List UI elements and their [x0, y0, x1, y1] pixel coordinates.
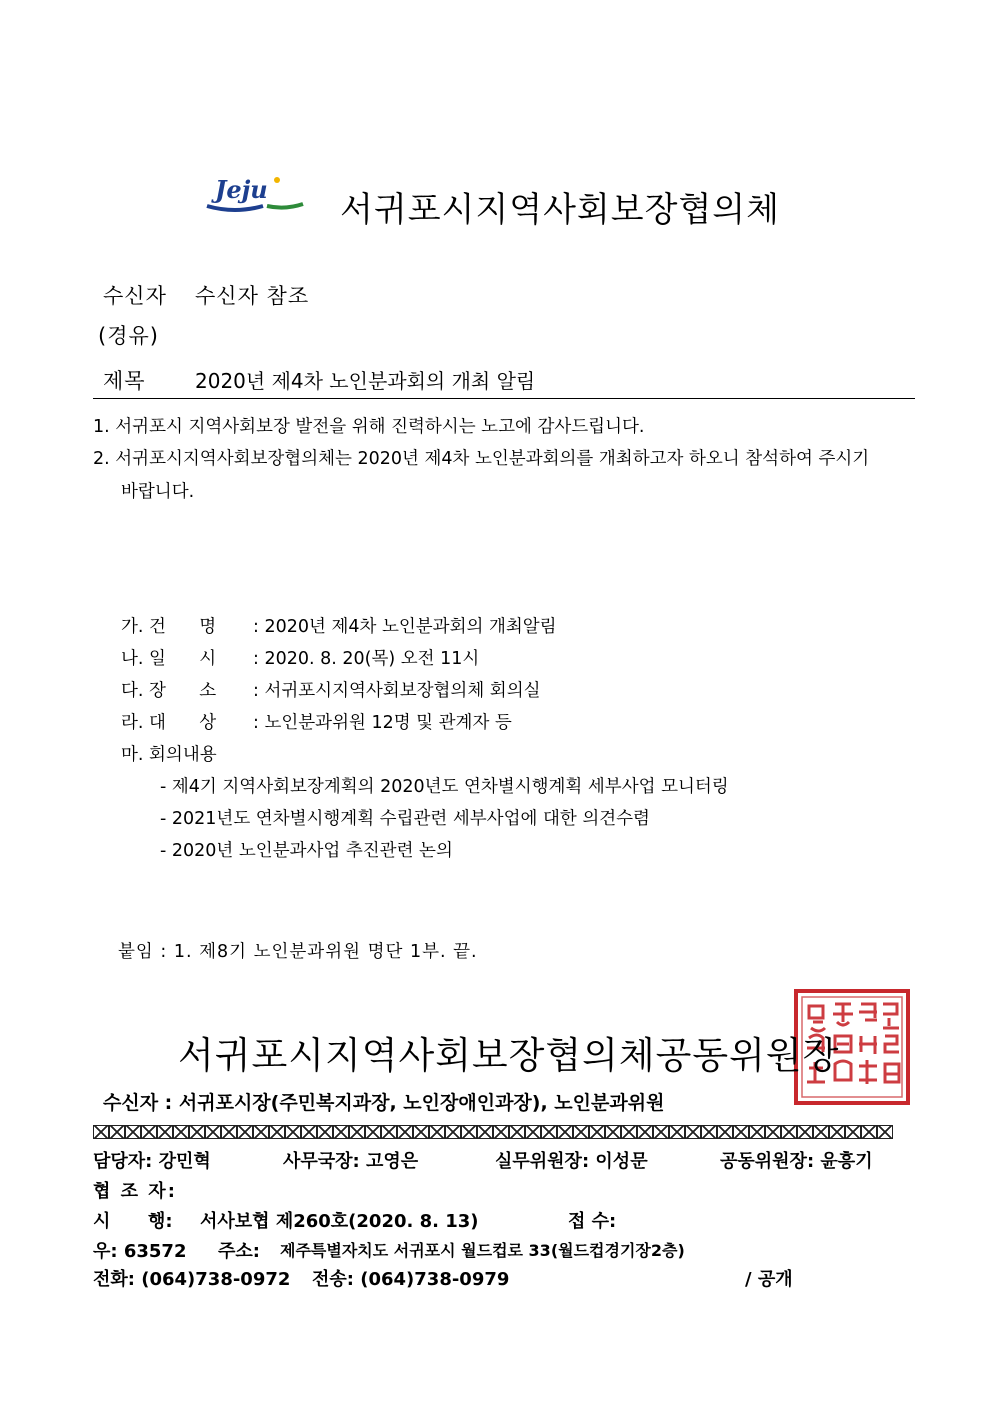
postal-code: 우: 63572: [93, 1241, 187, 1262]
subject-value: 2020년 제4차 노인분과회의 개최 알림: [195, 369, 536, 393]
staff-name: 강민혁: [158, 1151, 211, 1172]
logo-text: Jeju: [215, 175, 268, 204]
paragraph-1: 1. 서귀포시 지역사회보장 발전을 위해 진력하시는 노고에 감사드립니다.: [93, 417, 645, 437]
header-divider: [93, 398, 915, 399]
detail-label: 마. 회의내용: [121, 745, 217, 765]
detail-item-place: [121, 677, 541, 702]
staff-co-chair: [720, 1147, 873, 1173]
enforcement-value: 서사보협 제260호(2020. 8. 13): [200, 1211, 479, 1232]
enforcement-label: 시 행:: [93, 1211, 173, 1232]
detail-item-target: [121, 709, 512, 734]
staff-manager: [93, 1147, 211, 1173]
staff-role: 담당자:: [93, 1151, 153, 1172]
agenda-item: - 2020년 노인분과사업 추진관련 논의: [160, 841, 453, 861]
subject-label: 제목: [103, 369, 146, 393]
paragraph-2-line-2: 바랍니다.: [121, 482, 195, 502]
organization-name: 서귀포시지역사회보장협의체: [340, 190, 780, 230]
address-value: 제주특별자치도 서귀포시 월드컵로 33(월드컵경기장2층): [280, 1241, 685, 1260]
detail-label: 라. 대 상: [121, 713, 217, 733]
detail-item-title: [121, 613, 557, 638]
staff-name: 고영은: [366, 1151, 419, 1172]
staff-name: 이성문: [595, 1151, 648, 1172]
address-label: 주소:: [218, 1241, 260, 1262]
cooperator-label: 협 조 자:: [93, 1181, 177, 1202]
staff-role: 사무국장:: [283, 1151, 360, 1172]
detail-value: : 노인분과위원 12명 및 관계자 등: [253, 713, 512, 733]
decorative-separator: [93, 1125, 908, 1141]
via-label: (경유): [98, 324, 159, 348]
detail-value: : 서귀포시지역사회보장협의체 회의실: [253, 681, 541, 701]
issuer-name: 서귀포시지역사회보장협의체공동위원장: [178, 1034, 840, 1077]
detail-label: 다. 장 소: [121, 681, 217, 701]
staff-role: 실무위원장:: [495, 1151, 590, 1172]
recipients-line: 수신자 : 서귀포시장(주민복지과장, 노인장애인과장), 노인분과위원: [103, 1092, 665, 1114]
detail-value: : 2020. 8. 20(목) 오전 11시: [253, 649, 480, 669]
receipt-label: 접 수:: [568, 1211, 617, 1232]
detail-item-datetime: [121, 645, 479, 670]
agenda-item: - 제4기 지역사회보장계획의 2020년도 연차별시행계획 세부사업 모니터링: [160, 777, 729, 797]
staff-secretary: [283, 1147, 418, 1173]
jeju-logo: [205, 170, 305, 220]
recipient-value: 수신자 참조: [195, 284, 310, 308]
detail-item-agenda: [121, 741, 217, 766]
disclosure-status: / 공개: [745, 1269, 793, 1290]
detail-label: 가. 건 명: [121, 617, 217, 637]
paragraph-2-line-1: 2. 서귀포시지역사회보장협의체는 2020년 제4차 노인분과회의를 개최하고자 하오니 참석하여 주시기: [93, 449, 870, 469]
staff-role: 공동위원장:: [720, 1151, 815, 1172]
detail-value: : 2020년 제4차 노인분과회의 개최알림: [253, 617, 557, 637]
agenda-item: - 2021년도 연차별시행계획 수립관련 세부사업에 대한 의견수렴: [160, 809, 650, 829]
detail-label: 나. 일 시: [121, 649, 217, 669]
recipient-label: 수신자: [103, 284, 167, 308]
staff-name: 윤흥기: [820, 1151, 873, 1172]
attachment-note: 붙임 : 1. 제8기 노인분과위원 명단 1부. 끝.: [118, 942, 478, 962]
fax-number: 전송: (064)738-0979: [312, 1269, 510, 1290]
phone-number: 전화: (064)738-0972: [93, 1269, 291, 1290]
staff-working-chair: [495, 1147, 648, 1173]
